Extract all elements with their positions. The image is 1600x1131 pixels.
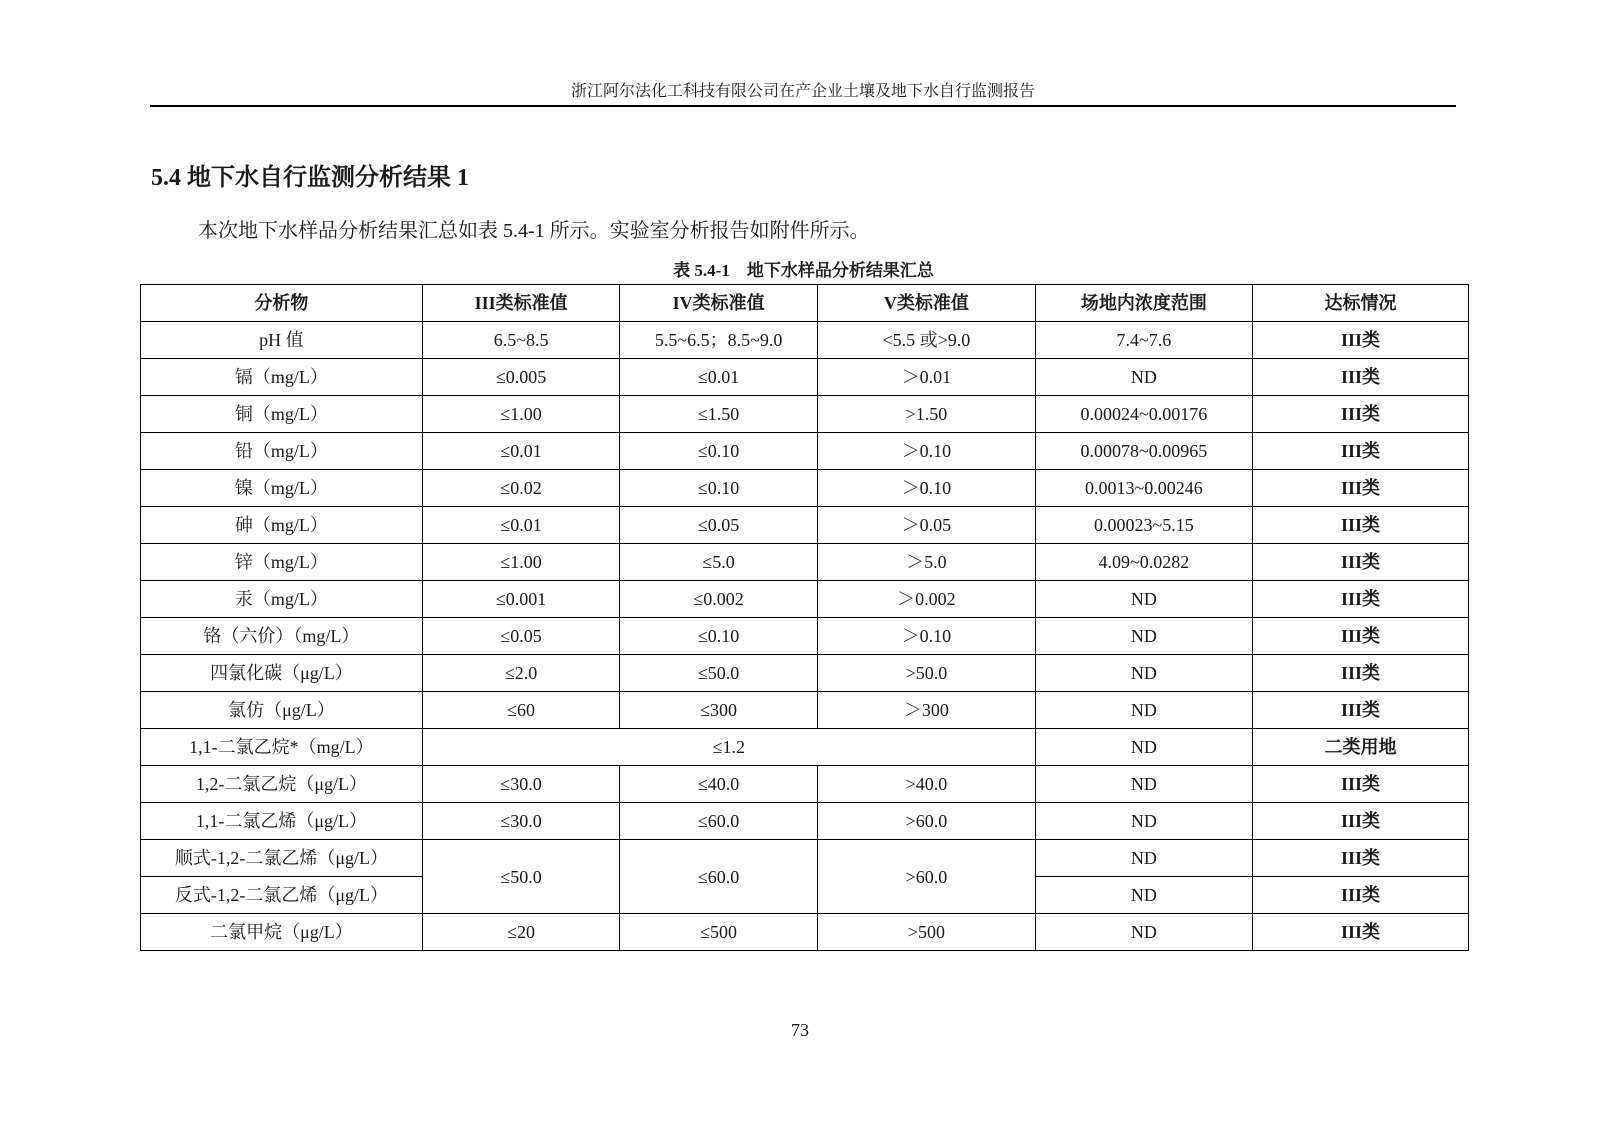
cell-analyte: 汞（mg/L） <box>141 581 423 618</box>
table-row <box>141 544 1469 581</box>
cell-status: III类 <box>1252 766 1468 803</box>
cell-status: III类 <box>1252 544 1468 581</box>
cell-analyte: 铅（mg/L） <box>141 433 423 470</box>
cell-class-iii: ≤30.0 <box>422 766 620 803</box>
cell-class-iv: 5.5~6.5；8.5~9.0 <box>620 322 818 359</box>
cell-analyte: 氯仿（μg/L） <box>141 692 423 729</box>
cell-class-v: >40.0 <box>817 766 1035 803</box>
cell-range: ND <box>1035 692 1252 729</box>
table-row <box>141 396 1469 433</box>
cell-range: ND <box>1035 914 1252 951</box>
cell-class-iv: ≤0.01 <box>620 359 818 396</box>
cell-analyte: 四氯化碳（μg/L） <box>141 655 423 692</box>
cell-range: ND <box>1035 766 1252 803</box>
cell-class-v: ＞0.01 <box>817 359 1035 396</box>
table-row <box>141 840 1469 877</box>
cell-class-iv: ≤60.0 <box>620 803 818 840</box>
table-row <box>141 618 1469 655</box>
table-row <box>141 914 1469 951</box>
cell-class-iii: ≤0.001 <box>422 581 620 618</box>
cell-class-iii: ≤30.0 <box>422 803 620 840</box>
cell-status: III类 <box>1252 507 1468 544</box>
cell-analyte: pH 值 <box>141 322 423 359</box>
cell-class-v: >60.0 <box>817 803 1035 840</box>
cell-status: III类 <box>1252 914 1468 951</box>
cell-class-v: ＞0.05 <box>817 507 1035 544</box>
cell-status: III类 <box>1252 877 1468 914</box>
cell-range: ND <box>1035 729 1252 766</box>
column-header-class-iv: IV类标准值 <box>620 285 818 322</box>
cell-class-iii: ≤1.00 <box>422 544 620 581</box>
cell-class-v: >50.0 <box>817 655 1035 692</box>
cell-status: III类 <box>1252 840 1468 877</box>
table-row <box>141 322 1469 359</box>
cell-status: III类 <box>1252 396 1468 433</box>
cell-analyte: 铬（六价）（mg/L） <box>141 618 423 655</box>
report-header: 浙江阿尔法化工科技有限公司在产企业土壤及地下水自行监测报告 <box>570 83 1035 100</box>
section-title: 5.4 地下水自行监测分析结果 1 <box>151 165 469 191</box>
cell-range: ND <box>1035 581 1252 618</box>
column-header-status: 达标情况 <box>1252 285 1468 322</box>
cell-merged-standard: ≤1.2 <box>422 729 1035 766</box>
cell-status: III类 <box>1252 322 1468 359</box>
table-row <box>141 692 1469 729</box>
results-table <box>140 284 1469 951</box>
column-header-class-iii: III类标准值 <box>422 285 620 322</box>
cell-class-iv: ≤50.0 <box>620 655 818 692</box>
cell-range: 0.00078~0.00965 <box>1035 433 1252 470</box>
cell-range: 0.0013~0.00246 <box>1035 470 1252 507</box>
cell-range: 7.4~7.6 <box>1035 322 1252 359</box>
cell-analyte: 1,1-二氯乙烯（μg/L） <box>141 803 423 840</box>
cell-class-iv: ≤0.10 <box>620 433 818 470</box>
cell-class-v: <5.5 或>9.0 <box>817 322 1035 359</box>
cell-status: III类 <box>1252 581 1468 618</box>
cell-range: 0.00024~0.00176 <box>1035 396 1252 433</box>
cell-class-v: >60.0 <box>817 840 1035 914</box>
cell-range: ND <box>1035 840 1252 877</box>
cell-class-iii: ≤60 <box>422 692 620 729</box>
cell-class-iii: 6.5~8.5 <box>422 322 620 359</box>
cell-class-iii: ≤0.005 <box>422 359 620 396</box>
cell-class-v: ＞0.002 <box>817 581 1035 618</box>
cell-class-iv: ≤0.10 <box>620 618 818 655</box>
cell-status: III类 <box>1252 655 1468 692</box>
cell-class-iv: ≤60.0 <box>620 840 818 914</box>
cell-class-iii: ≤1.00 <box>422 396 620 433</box>
cell-class-iv: ≤0.05 <box>620 507 818 544</box>
cell-range: ND <box>1035 359 1252 396</box>
table-row <box>141 803 1469 840</box>
cell-analyte: 1,2-二氯乙烷（μg/L） <box>141 766 423 803</box>
column-header-class-v: V类标准值 <box>817 285 1035 322</box>
cell-class-v: >1.50 <box>817 396 1035 433</box>
cell-class-iv: ≤5.0 <box>620 544 818 581</box>
cell-analyte: 顺式-1,2-二氯乙烯（μg/L） <box>141 840 423 877</box>
cell-range: ND <box>1035 803 1252 840</box>
cell-class-iii: ≤20 <box>422 914 620 951</box>
cell-class-iv: ≤0.10 <box>620 470 818 507</box>
cell-status: 二类用地 <box>1252 729 1468 766</box>
cell-class-iv: ≤40.0 <box>620 766 818 803</box>
cell-class-v: ＞0.10 <box>817 470 1035 507</box>
cell-analyte: 反式-1,2-二氯乙烯（μg/L） <box>141 877 423 914</box>
table-row <box>141 470 1469 507</box>
cell-analyte: 砷（mg/L） <box>141 507 423 544</box>
cell-class-v: ＞300 <box>817 692 1035 729</box>
column-header-analyte: 分析物 <box>141 285 423 322</box>
table-row <box>141 655 1469 692</box>
column-header-range: 场地内浓度范围 <box>1035 285 1252 322</box>
header-divider <box>150 105 1456 107</box>
cell-analyte: 镉（mg/L） <box>141 359 423 396</box>
cell-status: III类 <box>1252 692 1468 729</box>
cell-class-iii: ≤0.01 <box>422 507 620 544</box>
cell-range: 4.09~0.0282 <box>1035 544 1252 581</box>
cell-class-iii: ≤0.01 <box>422 433 620 470</box>
cell-class-v: >500 <box>817 914 1035 951</box>
cell-class-iii: ≤2.0 <box>422 655 620 692</box>
cell-status: III类 <box>1252 433 1468 470</box>
cell-class-iii: ≤0.05 <box>422 618 620 655</box>
cell-class-iv: ≤1.50 <box>620 396 818 433</box>
cell-analyte: 二氯甲烷（μg/L） <box>141 914 423 951</box>
table-row <box>141 359 1469 396</box>
table-row <box>141 433 1469 470</box>
page-number: 73 <box>791 1020 809 1040</box>
table-caption: 表 5.4-1 地下水样品分析结果汇总 <box>673 261 934 280</box>
cell-range: ND <box>1035 877 1252 914</box>
cell-range: ND <box>1035 655 1252 692</box>
cell-range: 0.00023~5.15 <box>1035 507 1252 544</box>
table-row <box>141 766 1469 803</box>
table-row <box>141 581 1469 618</box>
cell-status: III类 <box>1252 618 1468 655</box>
cell-class-iv: ≤300 <box>620 692 818 729</box>
table-row <box>141 729 1469 766</box>
cell-class-iv: ≤0.002 <box>620 581 818 618</box>
table-row <box>141 507 1469 544</box>
table-header-row <box>141 285 1469 322</box>
intro-paragraph: 本次地下水样品分析结果汇总如表 5.4-1 所示。实验室分析报告如附件所示。 <box>198 220 870 242</box>
cell-analyte: 锌（mg/L） <box>141 544 423 581</box>
cell-analyte: 铜（mg/L） <box>141 396 423 433</box>
cell-class-iii: ≤0.02 <box>422 470 620 507</box>
cell-class-v: ＞0.10 <box>817 618 1035 655</box>
cell-status: III类 <box>1252 470 1468 507</box>
cell-class-iii: ≤50.0 <box>422 840 620 914</box>
cell-class-v: ＞0.10 <box>817 433 1035 470</box>
cell-analyte: 1,1-二氯乙烷*（mg/L） <box>141 729 423 766</box>
cell-class-iv: ≤500 <box>620 914 818 951</box>
cell-status: III类 <box>1252 359 1468 396</box>
cell-class-v: ＞5.0 <box>817 544 1035 581</box>
cell-range: ND <box>1035 618 1252 655</box>
cell-status: III类 <box>1252 803 1468 840</box>
cell-analyte: 镍（mg/L） <box>141 470 423 507</box>
